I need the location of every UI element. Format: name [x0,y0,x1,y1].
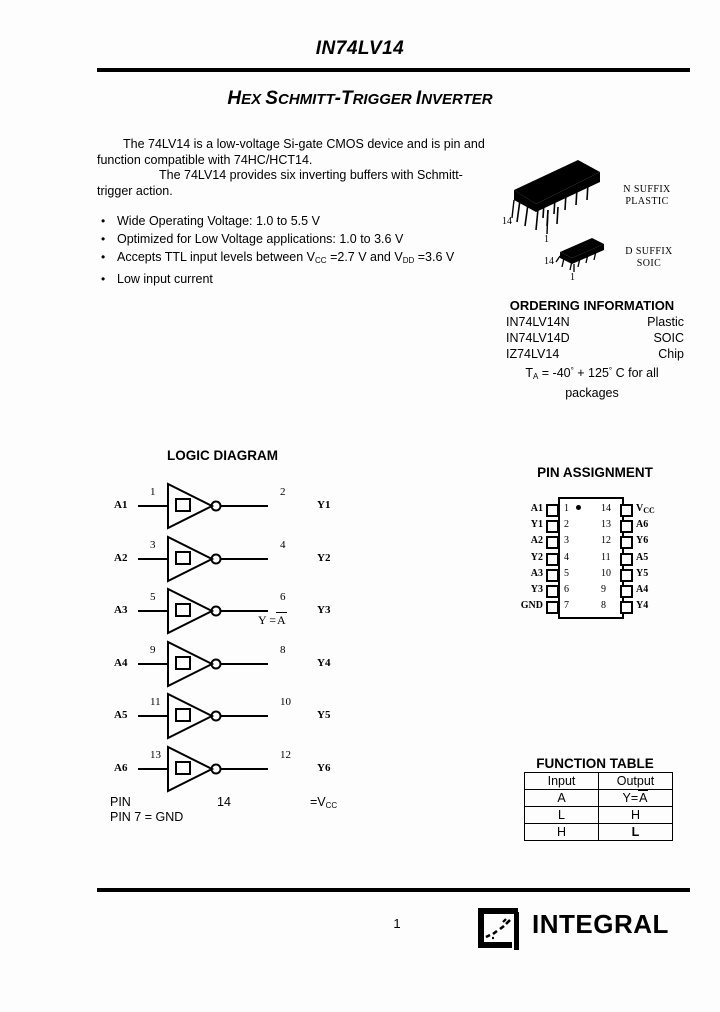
temp-tail: C for all [612,366,659,380]
gate-output-label: Y3 [317,604,331,616]
gate-output-pin-number: 2 [280,486,286,498]
pin-signal-label: Y5 [636,567,649,579]
feature-subscript-cc: CC [315,256,327,265]
bullet-icon: • [101,214,106,228]
pin-signal-label: A6 [636,519,649,531]
pin-signal-label: GND [520,600,543,612]
pin-assignment-title: PIN ASSIGNMENT [537,465,653,480]
gate-input-label: A2 [114,551,128,564]
soic-suffix-label: D SUFFIX [625,246,673,257]
output-prefix: Y= [622,791,639,805]
pin-stub [620,520,633,533]
gate-input-label: A5 [114,709,128,721]
gate-output-pin-number: 10 [280,696,291,708]
pin-number-label: 11 [601,551,611,563]
pin-number-label: 5 [564,567,569,579]
ordering-title: ORDERING INFORMATION [509,298,675,313]
pin-signal-label: A4 [636,584,649,595]
page-subtitle [0,88,720,110]
ordering-part: IN74LV14N [506,315,570,329]
degree-icon: ° [570,366,574,375]
cell-input: L [525,807,599,824]
intro-text [97,137,492,199]
bullet-icon: • [101,272,106,286]
pin1-marker-icon [576,505,581,510]
gate-input-pin-number: 3 [150,538,156,551]
subtitle-part: -T [334,88,353,109]
subtitle-part: EX [241,91,266,108]
cell-output: H [599,807,673,824]
dip-pin14-label: 14 [502,216,512,227]
integral-logo-icon [472,902,528,950]
pin-number-label: 3 [564,535,569,547]
gate-output-label: Y2 [317,551,331,564]
company-logo [472,902,672,950]
pin-stub [546,569,559,582]
column-header-output: Output [599,773,673,790]
ordering-information [492,298,692,401]
page-title: IN74LV14 [315,38,405,59]
gate-input-pin-number: 11 [150,696,161,708]
function-table-title: FUNCTION TABLE [536,756,654,771]
soic-package-label: SOIC [636,258,662,269]
temp-subscript: A [532,372,539,381]
subtitle-part: H [227,88,242,109]
feature-text: Accepts TTL input levels between V [117,250,316,264]
ordering-temperature-range [492,363,692,385]
gate-input-pin-number: 5 [150,591,156,603]
pin-signal-label: Y3 [530,584,543,595]
gate-input-label: A3 [114,604,128,616]
table-header-row [525,773,673,790]
feature-list [97,212,497,288]
pin-stub [546,553,559,566]
pin-value-text: =V [310,795,326,809]
list-item [97,230,497,248]
equation-equals: = [269,613,277,627]
degree-icon: ° [608,366,613,375]
pin-signal-label: Y2 [530,551,543,563]
pin-stub [546,601,559,614]
bullet-icon: • [101,232,106,246]
pin-number-label: 2 [564,519,569,531]
gnd-note-text: PIN 7 = GND [110,810,184,824]
cell-output [599,790,673,807]
pin-stub [546,585,559,598]
temp-symbol: T [525,366,533,380]
ordering-package: Chip [658,347,684,361]
table-row [525,824,673,841]
function-table [524,772,673,841]
inverter-gate [110,638,350,690]
gate-output-pin-number: 12 [280,748,291,761]
pin-number-label: 9 [601,584,606,595]
ordering-row [492,314,692,330]
subtitle-part: S [265,88,278,109]
logic-diagram-title: LOGIC DIAGRAM [167,448,278,463]
pin-number-label: 14 [601,503,611,514]
subtitle-part: CHMITT [277,91,335,108]
feature-text: Wide Operating Voltage: 1.0 to 5.5 V [117,214,320,228]
feature-text: Low input current [117,272,213,286]
page-number: 1 [393,916,401,931]
dip-suffix-label: N SUFFIX [623,184,671,195]
pin-signal-label: A1 [530,503,543,514]
ordering-package: Plastic [647,315,684,329]
column-header-input: Input [525,773,599,790]
pin-value-subscript: CC [325,801,338,810]
header-divider [97,68,690,72]
pin-number-label: 6 [564,584,569,595]
subtitle-part: I [415,88,422,109]
gate-output-label: Y1 [317,499,331,511]
pin-number-label: 13 [601,519,611,531]
gate-output-pin-number: 8 [280,643,286,656]
pin-number: 14 [217,795,231,809]
pin-stub [546,520,559,533]
ordering-temperature-line2: packages [565,386,619,400]
pin-stub [546,504,559,517]
gate-input-pin-number: 9 [150,643,156,656]
pin-word: PIN [110,795,131,809]
pin-number-label: 10 [601,567,611,579]
temp-mid: + 125 [573,366,609,380]
gate-input-label: A4 [114,656,128,669]
pin-signal-subscript: CC [643,506,655,515]
gate-output-label: Y5 [317,709,331,721]
inverter-gate [110,480,350,532]
intro-paragraph-1: The 74LV14 is a low-voltage Si-gate CMOS device and is pin and function compatible with 74HC/HCT14. [97,137,485,167]
inverter-gate [110,533,350,585]
pin-signal-label: A2 [530,535,543,547]
pin-number-label: 8 [601,600,606,612]
intro-paragraph-2: The 74LV14 provides six inverting buffers with Schmitt-trigger action. [97,168,463,198]
inverter-gate [110,690,350,742]
subtitle-part: RIGGER [352,91,416,108]
subtitle-part: NVERTER [421,91,493,108]
bullet-icon: • [101,250,106,264]
gate-output-pin-number: 6 [280,591,286,603]
gate-input-pin-number: 1 [150,486,156,498]
cell-input: A [525,790,599,807]
cell-input: H [525,824,599,841]
gate-input-label: A6 [114,761,128,774]
pin-vcc-note [110,795,400,810]
logic-equation [258,613,338,628]
table-row [525,807,673,824]
pin-stub [546,536,559,549]
gate-output-label: Y6 [317,761,331,774]
output-inverted: A [639,791,648,805]
package-drawings [500,152,692,292]
pin-stub [620,536,633,549]
ordering-row [492,346,692,362]
package-illustration [500,152,692,292]
list-item [97,270,497,288]
feature-text: Optimized for Low Voltage applications: 1.0 to 3.6 V [117,232,404,246]
company-name: INTEGRAL [532,909,669,939]
gate-input-pin-number: 13 [150,748,161,761]
cell-output: L [599,824,673,841]
temp-body: = -40 [538,366,571,380]
equation-output: Y [258,613,267,627]
soic-pin1-label: 1 [570,272,575,283]
pin-number-label: 12 [601,535,611,547]
pin-stub [620,504,633,517]
ordering-part: IN74LV14D [506,331,570,345]
dip-pin1-label: 1 [544,234,549,245]
list-item [97,212,497,230]
inverter-gate [110,585,350,637]
gate-output-pin-number: 4 [280,538,286,551]
pin-number-label: 7 [564,600,569,612]
pin-signal-label: A5 [636,551,649,563]
list-item [97,248,497,270]
pin-signal-label: $V_{CC}$ [636,503,655,515]
pin-stub [620,569,633,582]
feature-text-mid: =2.7 V and V [326,250,403,264]
feature-text-tail: =3.6 V [414,250,455,264]
pin-number-label: 4 [564,551,569,563]
pin-signal-label: Y1 [530,519,543,531]
logic-diagram [110,480,350,790]
pin-assignment-diagram [500,488,690,623]
pin-signal-label: Y6 [636,535,649,547]
pin-signal-label: A3 [530,567,543,579]
pin-stub [620,601,633,614]
feature-subscript-dd: DD [402,256,415,265]
pin-stub [620,585,633,598]
table-row [525,790,673,807]
gate-output-label: Y4 [317,656,331,669]
footer-divider [97,888,690,892]
pin-notes [110,795,400,825]
inverter-gate [110,743,350,795]
pin-stub [620,553,633,566]
pin-signal-label: Y4 [636,600,649,612]
gate-input-label: A1 [114,499,128,511]
ordering-part: IZ74LV14 [506,347,560,361]
dip-package-label: PLASTIC [625,196,669,207]
soic-pin14-label: 14 [544,256,554,267]
pin-number-label: 1 [564,503,569,514]
pin-gnd-note [110,810,400,825]
ordering-row [492,330,692,346]
equation-input-inverted: A [277,613,286,627]
ordering-package: SOIC [653,331,684,345]
